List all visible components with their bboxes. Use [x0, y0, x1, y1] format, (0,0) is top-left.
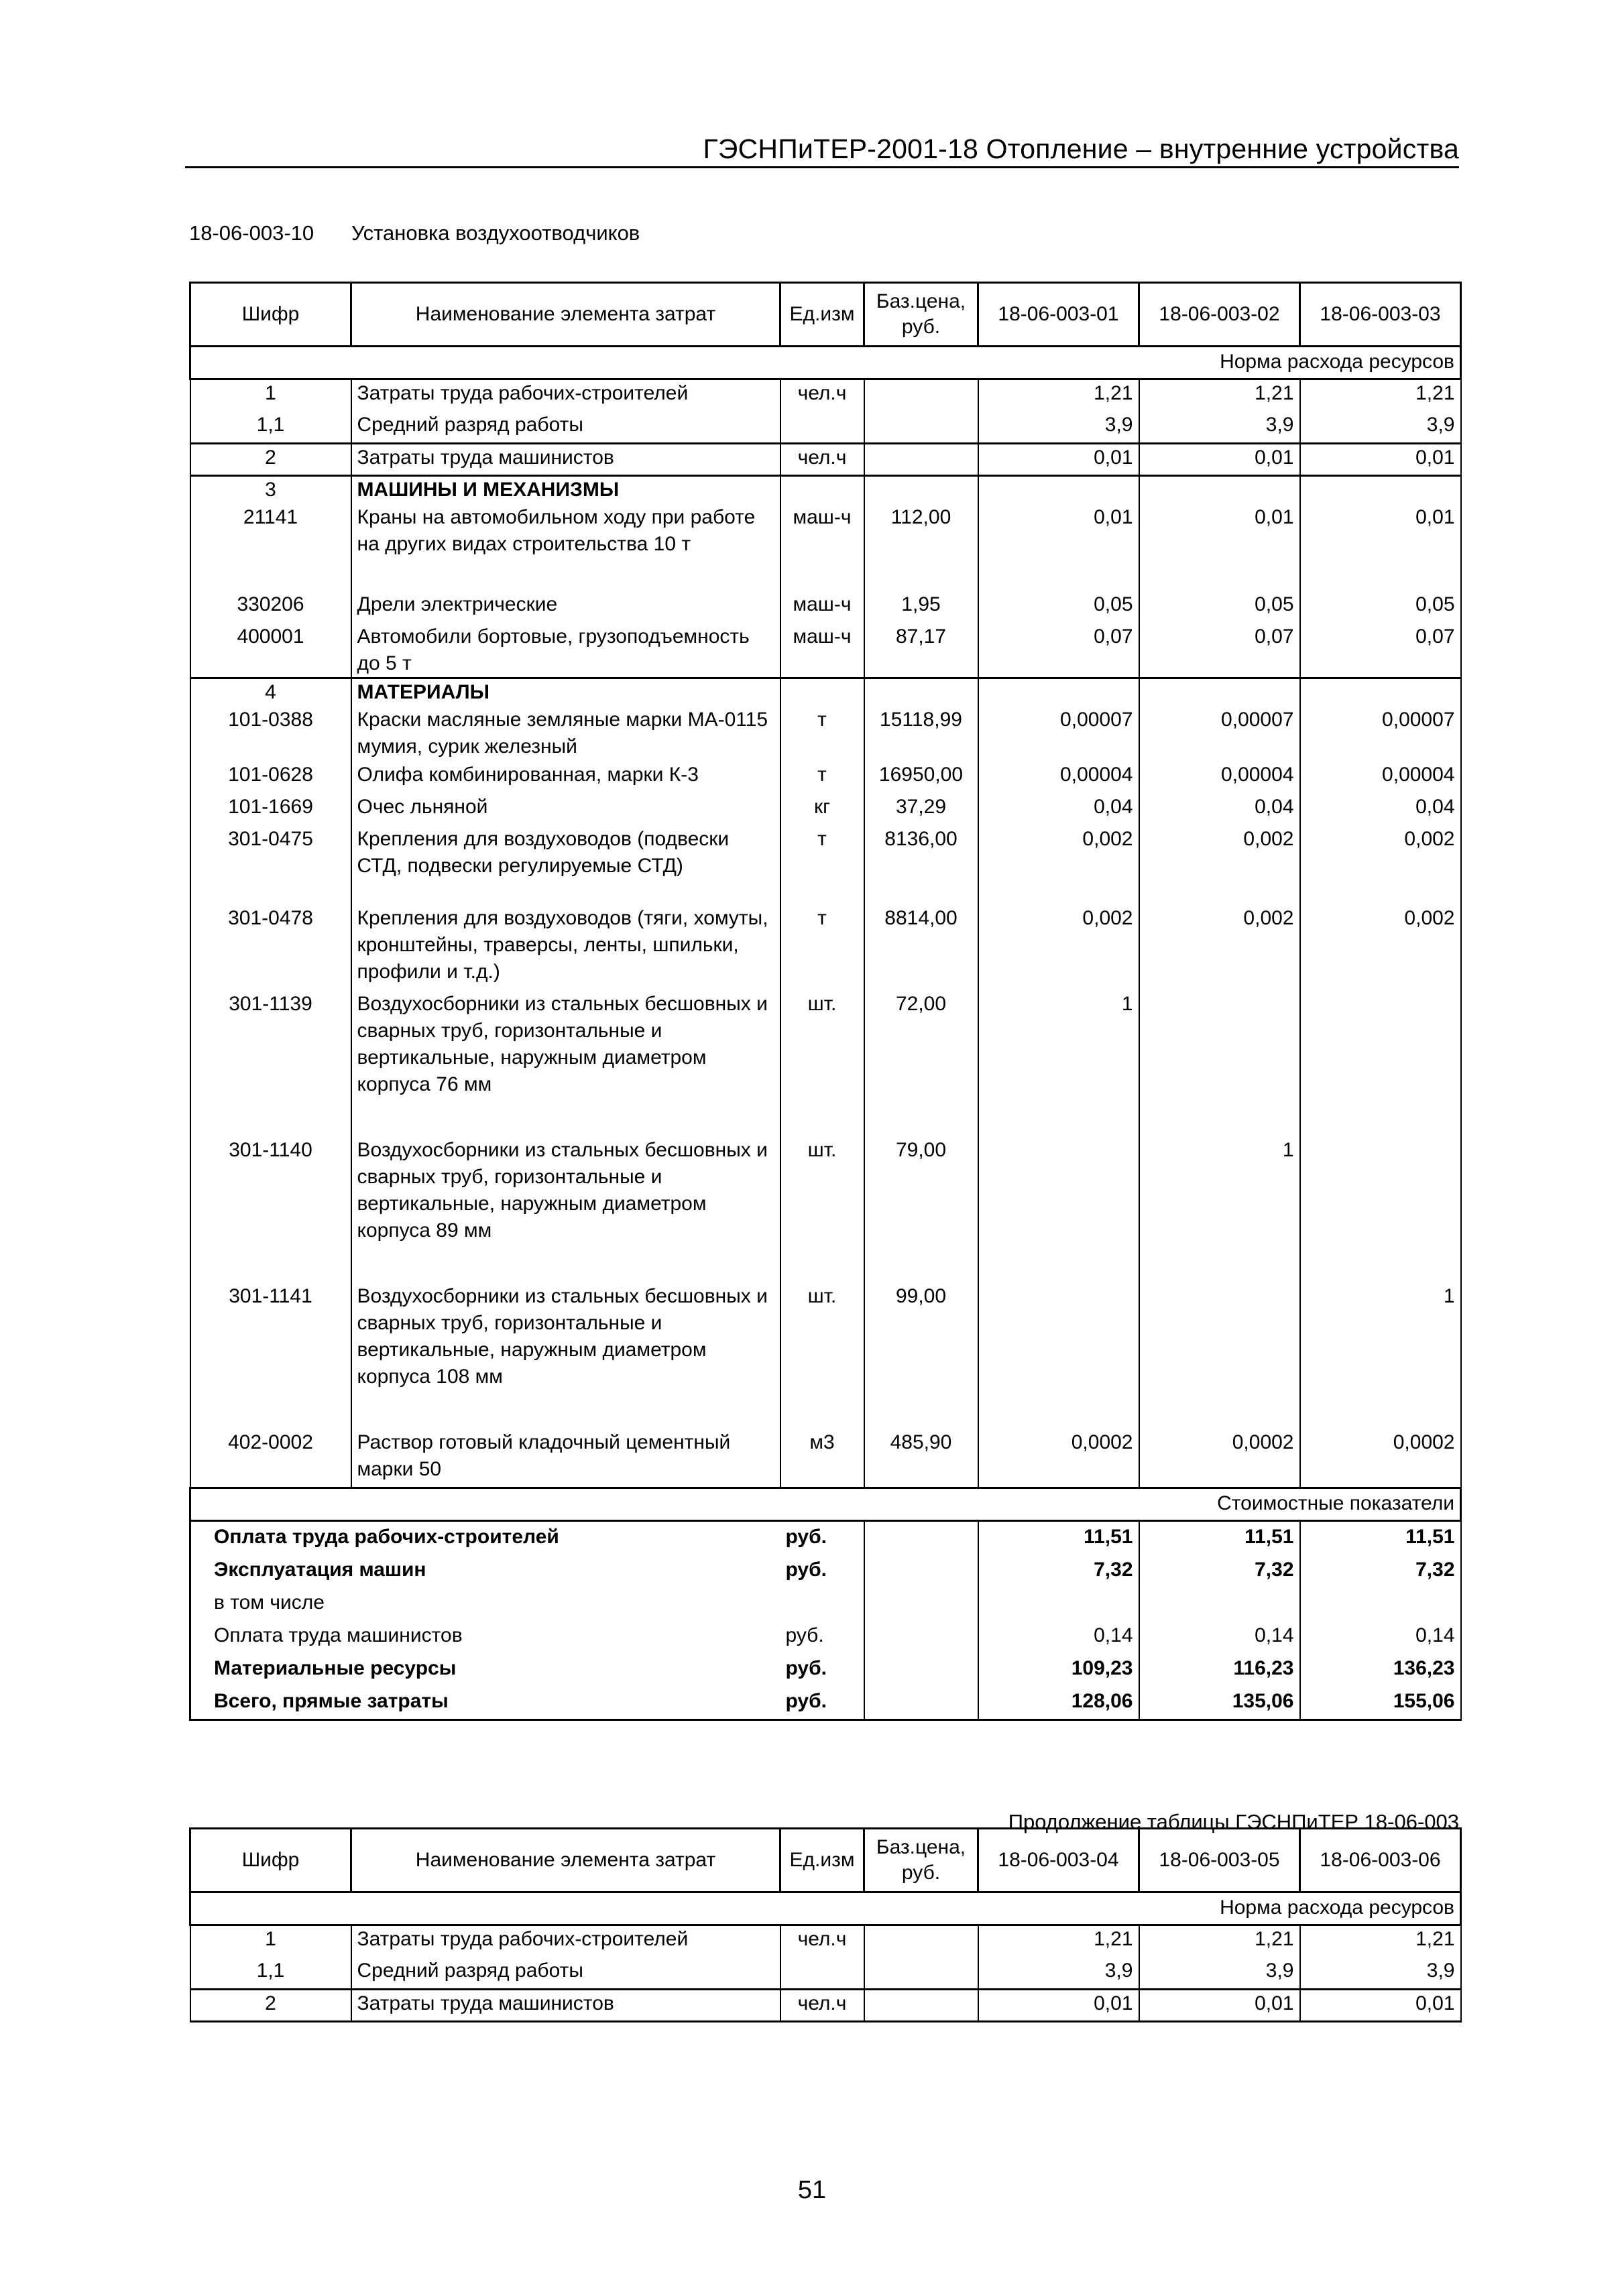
- row-value: 1,21: [978, 1925, 1139, 1957]
- total-value: 11,51: [978, 1521, 1139, 1555]
- row-unit: шт.: [780, 1283, 864, 1429]
- total-price-empty: [864, 1686, 978, 1720]
- table-row: [190, 1137, 1461, 1283]
- row-price: 15118,99: [864, 707, 978, 762]
- row-code: 2: [190, 444, 351, 476]
- header-norm-code: 18-06-003-04: [978, 1829, 1139, 1892]
- total-value: 11,51: [1139, 1521, 1300, 1555]
- table-header-row: [190, 1829, 1461, 1892]
- resource-table: [189, 282, 1462, 1721]
- row-value: 0,01: [1139, 504, 1300, 591]
- header-code: Шифр: [190, 283, 351, 347]
- row-unit: чел.ч: [780, 379, 864, 412]
- row-value: 0,0002: [1139, 1429, 1300, 1488]
- header-norm-code: 18-06-003-05: [1139, 1829, 1300, 1892]
- total-price-empty: [864, 1521, 978, 1555]
- table-row: [190, 476, 1461, 504]
- table-row: [190, 905, 1461, 991]
- row-value: 1: [1139, 1137, 1300, 1283]
- table-row: [190, 991, 1461, 1137]
- row-name: Воздухосборники из стальных бесшовных и сварных труб, горизонтальные и вертикальные, наружным диаметром корпуса 108 мм: [351, 1283, 780, 1429]
- total-value: 7,32: [1139, 1555, 1300, 1587]
- row-unit: маш-ч: [780, 504, 864, 591]
- total-value: 11,51: [1300, 1521, 1461, 1555]
- norm-label: Норма расхода ресурсов: [190, 347, 1461, 379]
- row-price: [864, 678, 978, 707]
- row-value: [1300, 991, 1461, 1137]
- header-norm-code: 18-06-003-06: [1300, 1829, 1461, 1892]
- row-name: МАШИНЫ И МЕХАНИЗМЫ: [351, 476, 780, 504]
- row-value: 3,9: [978, 1957, 1139, 1990]
- total-name: Материальные ресурсы: [190, 1653, 780, 1686]
- row-value: 1,21: [1139, 379, 1300, 412]
- table-row: [190, 623, 1461, 678]
- total-row: [190, 1653, 1461, 1686]
- row-value: 0,00007: [1139, 707, 1300, 762]
- row-value: 0,01: [978, 444, 1139, 476]
- row-value: [1139, 476, 1300, 504]
- total-value: 155,06: [1300, 1686, 1461, 1720]
- row-name: МАТЕРИАЛЫ: [351, 678, 780, 707]
- row-code: 1,1: [190, 412, 351, 444]
- row-value: 0,002: [1300, 905, 1461, 991]
- row-name: Воздухосборники из стальных бесшовных и сварных труб, горизонтальные и вертикальные, наружным диаметром корпуса 89 мм: [351, 1137, 780, 1283]
- row-code: 301-1139: [190, 991, 351, 1137]
- row-name: Раствор готовый кладочный цементный марки 50: [351, 1429, 780, 1488]
- header-norm-code: 18-06-003-01: [978, 283, 1139, 347]
- row-price: 37,29: [864, 794, 978, 826]
- row-price: [864, 444, 978, 476]
- row-value: 3,9: [1139, 412, 1300, 444]
- row-value: 0,01: [1139, 444, 1300, 476]
- row-unit: шт.: [780, 991, 864, 1137]
- total-name: Эксплуатация машин: [190, 1555, 780, 1587]
- row-name: Затраты труда рабочих-строителей: [351, 1925, 780, 1957]
- header-norm-code: 18-06-003-03: [1300, 283, 1461, 347]
- row-code: 402-0002: [190, 1429, 351, 1488]
- table-row: [190, 1990, 1461, 2022]
- row-unit: т: [780, 707, 864, 762]
- row-value: 1,21: [1300, 379, 1461, 412]
- total-value: 7,32: [1300, 1555, 1461, 1587]
- row-value: 0,01: [1300, 444, 1461, 476]
- row-name: Затраты труда машинистов: [351, 444, 780, 476]
- row-value: 0,002: [1139, 905, 1300, 991]
- row-price: 1,95: [864, 591, 978, 623]
- row-name: Средний разряд работы: [351, 412, 780, 444]
- row-value: 3,9: [1300, 412, 1461, 444]
- total-name: Оплата труда рабочих-строителей: [190, 1521, 780, 1555]
- row-value: 0,05: [1139, 591, 1300, 623]
- row-value: 0,04: [1300, 794, 1461, 826]
- total-value: 7,32: [978, 1555, 1139, 1587]
- row-code: 301-0475: [190, 826, 351, 905]
- total-row: [190, 1555, 1461, 1587]
- row-value: 0,002: [978, 826, 1139, 905]
- header-name: Наименование элемента затрат: [351, 283, 780, 347]
- row-value: 0,0002: [1300, 1429, 1461, 1488]
- row-value: [978, 1137, 1139, 1283]
- row-unit: маш-ч: [780, 591, 864, 623]
- row-value: [1300, 678, 1461, 707]
- total-unit: руб.: [780, 1555, 864, 1587]
- row-value: 1,21: [978, 379, 1139, 412]
- row-value: 0,002: [1139, 826, 1300, 905]
- table-row: [190, 444, 1461, 476]
- row-price: 72,00: [864, 991, 978, 1137]
- total-price-empty: [864, 1555, 978, 1587]
- table-row: [190, 762, 1461, 794]
- row-unit: шт.: [780, 1137, 864, 1283]
- row-code: 301-1140: [190, 1137, 351, 1283]
- row-value: 1,21: [1139, 1925, 1300, 1957]
- header-unit: Ед.изм: [780, 1829, 864, 1892]
- row-unit: [780, 476, 864, 504]
- table-header-row: [190, 283, 1461, 347]
- row-price: [864, 1957, 978, 1990]
- header-unit: Ед.изм: [780, 283, 864, 347]
- row-value: 0,07: [1300, 623, 1461, 678]
- row-value: 0,0002: [978, 1429, 1139, 1488]
- total-unit: [780, 1587, 864, 1620]
- row-code: 4: [190, 678, 351, 707]
- row-code: 2: [190, 1990, 351, 2022]
- total-value: [1139, 1587, 1300, 1620]
- total-price-empty: [864, 1653, 978, 1686]
- row-value: 0,00004: [978, 762, 1139, 794]
- total-row: [190, 1587, 1461, 1620]
- row-unit: т: [780, 762, 864, 794]
- total-value: 0,14: [978, 1620, 1139, 1653]
- row-code: 1,1: [190, 1957, 351, 1990]
- table-row: [190, 591, 1461, 623]
- row-unit: м3: [780, 1429, 864, 1488]
- row-unit: [780, 1957, 864, 1990]
- header-code: Шифр: [190, 1829, 351, 1892]
- norm-label-row: [190, 1892, 1461, 1925]
- total-row: [190, 1620, 1461, 1653]
- total-name: в том числе: [190, 1587, 780, 1620]
- header-name: Наименование элемента затрат: [351, 1829, 780, 1892]
- row-value: 0,04: [1139, 794, 1300, 826]
- row-value: [978, 678, 1139, 707]
- section-name: Установка воздухоотводчиков: [351, 221, 640, 245]
- total-value: 0,14: [1139, 1620, 1300, 1653]
- row-value: 0,01: [1300, 504, 1461, 591]
- total-unit: руб.: [780, 1653, 864, 1686]
- total-row: [190, 1686, 1461, 1720]
- total-name: Всего, прямые затраты: [190, 1686, 780, 1720]
- total-name: Оплата труда машинистов: [190, 1620, 780, 1653]
- row-value: [1139, 678, 1300, 707]
- row-value: 0,00004: [1300, 762, 1461, 794]
- row-value: [978, 476, 1139, 504]
- header-price: Баз.цена, руб.: [864, 283, 978, 347]
- row-name: Средний разряд работы: [351, 1957, 780, 1990]
- total-value: 136,23: [1300, 1653, 1461, 1686]
- row-name: Краны на автомобильном ходу при работе на других видах строительства 10 т: [351, 504, 780, 591]
- row-unit: маш-ч: [780, 623, 864, 678]
- row-value: [1300, 1137, 1461, 1283]
- row-code: 301-0478: [190, 905, 351, 991]
- section-code: 18-06-003-10: [189, 221, 314, 245]
- row-value: 0,05: [1300, 591, 1461, 623]
- total-value: 0,14: [1300, 1620, 1461, 1653]
- total-price-empty: [864, 1587, 978, 1620]
- row-value: [1300, 476, 1461, 504]
- row-unit: т: [780, 826, 864, 905]
- row-value: 3,9: [1300, 1957, 1461, 1990]
- row-unit: кг: [780, 794, 864, 826]
- total-unit: руб.: [780, 1686, 864, 1720]
- total-value: [1300, 1587, 1461, 1620]
- resource-table-continued: [189, 1827, 1462, 2022]
- row-code: 101-0628: [190, 762, 351, 794]
- row-value: 0,01: [1300, 1990, 1461, 2022]
- total-unit: руб.: [780, 1620, 864, 1653]
- table-row: [190, 379, 1461, 412]
- row-value: 0,002: [1300, 826, 1461, 905]
- row-value: [1139, 1283, 1300, 1429]
- row-unit: [780, 678, 864, 707]
- row-code: 1: [190, 1925, 351, 1957]
- row-value: 0,05: [978, 591, 1139, 623]
- table-row: [190, 1283, 1461, 1429]
- row-value: 0,002: [978, 905, 1139, 991]
- row-unit: чел.ч: [780, 1925, 864, 1957]
- table-row: [190, 1429, 1461, 1488]
- row-name: Затраты труда рабочих-строителей: [351, 379, 780, 412]
- row-value: 0,07: [1139, 623, 1300, 678]
- norm-label: Норма расхода ресурсов: [190, 1892, 1461, 1925]
- section-title: [189, 220, 640, 247]
- row-price: 8814,00: [864, 905, 978, 991]
- row-price: [864, 1990, 978, 2022]
- row-unit: т: [780, 905, 864, 991]
- row-name: Дрели электрические: [351, 591, 780, 623]
- row-value: 3,9: [1139, 1957, 1300, 1990]
- row-name: Воздухосборники из стальных бесшовных и сварных труб, горизонтальные и вертикальные, наружным диаметром корпуса 76 мм: [351, 991, 780, 1137]
- row-code: 301-1141: [190, 1283, 351, 1429]
- row-value: 0,01: [978, 1990, 1139, 2022]
- row-value: 0,00007: [1300, 707, 1461, 762]
- total-price-empty: [864, 1620, 978, 1653]
- row-value: [978, 1283, 1139, 1429]
- cost-label-row: [190, 1488, 1461, 1521]
- row-price: 8136,00: [864, 826, 978, 905]
- row-code: 1: [190, 379, 351, 412]
- row-name: Краски масляные земляные марки МА-0115 мумия, сурик железный: [351, 707, 780, 762]
- row-name: Автомобили бортовые, грузоподъемность до 5 т: [351, 623, 780, 678]
- row-code: 21141: [190, 504, 351, 591]
- row-value: 0,00004: [1139, 762, 1300, 794]
- table-row: [190, 794, 1461, 826]
- row-value: 1: [1300, 1283, 1461, 1429]
- continuation-caption: Продолжение таблицы ГЭСНПиТЕР 18-06-003: [1008, 1810, 1459, 1833]
- table-row: [190, 1957, 1461, 1990]
- row-value: 1: [978, 991, 1139, 1137]
- page-header: ГЭСНПиТЕР-2001-18 Отопление – внутренние устройства: [185, 131, 1459, 168]
- row-code: 330206: [190, 591, 351, 623]
- row-code: 101-0388: [190, 707, 351, 762]
- row-price: 16950,00: [864, 762, 978, 794]
- row-value: 1,21: [1300, 1925, 1461, 1957]
- row-name: Крепления для воздуховодов (тяги, хомуты, кронштейны, траверсы, ленты, шпильки, профили и т.д.): [351, 905, 780, 991]
- table-row: [190, 707, 1461, 762]
- row-value: [1139, 991, 1300, 1137]
- row-name: Олифа комбинированная, марки К-3: [351, 762, 780, 794]
- row-price: [864, 412, 978, 444]
- table-row: [190, 678, 1461, 707]
- row-value: 0,00007: [978, 707, 1139, 762]
- table-row: [190, 412, 1461, 444]
- norm-label-row: [190, 347, 1461, 379]
- total-value: [978, 1587, 1139, 1620]
- row-code: 3: [190, 476, 351, 504]
- header-price: Баз.цена, руб.: [864, 1829, 978, 1892]
- row-price: 485,90: [864, 1429, 978, 1488]
- row-value: 0,01: [978, 504, 1139, 591]
- total-value: 109,23: [978, 1653, 1139, 1686]
- total-unit: руб.: [780, 1521, 864, 1555]
- row-price: 79,00: [864, 1137, 978, 1283]
- row-value: 3,9: [978, 412, 1139, 444]
- cost-label: Стоимостные показатели: [190, 1488, 1461, 1521]
- row-name: Затраты труда машинистов: [351, 1990, 780, 2022]
- row-price: 87,17: [864, 623, 978, 678]
- row-value: 0,07: [978, 623, 1139, 678]
- row-value: 0,01: [1139, 1990, 1300, 2022]
- row-unit: чел.ч: [780, 444, 864, 476]
- row-code: 101-1669: [190, 794, 351, 826]
- row-price: 112,00: [864, 504, 978, 591]
- row-unit: чел.ч: [780, 1990, 864, 2022]
- header-norm-code: 18-06-003-02: [1139, 283, 1300, 347]
- row-unit: [780, 412, 864, 444]
- row-code: 400001: [190, 623, 351, 678]
- table-row: [190, 504, 1461, 591]
- row-price: [864, 476, 978, 504]
- total-value: 116,23: [1139, 1653, 1300, 1686]
- row-name: Крепления для воздуховодов (подвески СТД, подвески регулируемые СТД): [351, 826, 780, 905]
- row-price: [864, 379, 978, 412]
- total-value: 128,06: [978, 1686, 1139, 1720]
- total-value: 135,06: [1139, 1686, 1300, 1720]
- row-value: 0,04: [978, 794, 1139, 826]
- row-name: Очес льняной: [351, 794, 780, 826]
- table-row: [190, 1925, 1461, 1957]
- row-price: [864, 1925, 978, 1957]
- total-row: [190, 1521, 1461, 1555]
- row-price: 99,00: [864, 1283, 978, 1429]
- table-row: [190, 826, 1461, 905]
- page-number: 51: [797, 2176, 827, 2204]
